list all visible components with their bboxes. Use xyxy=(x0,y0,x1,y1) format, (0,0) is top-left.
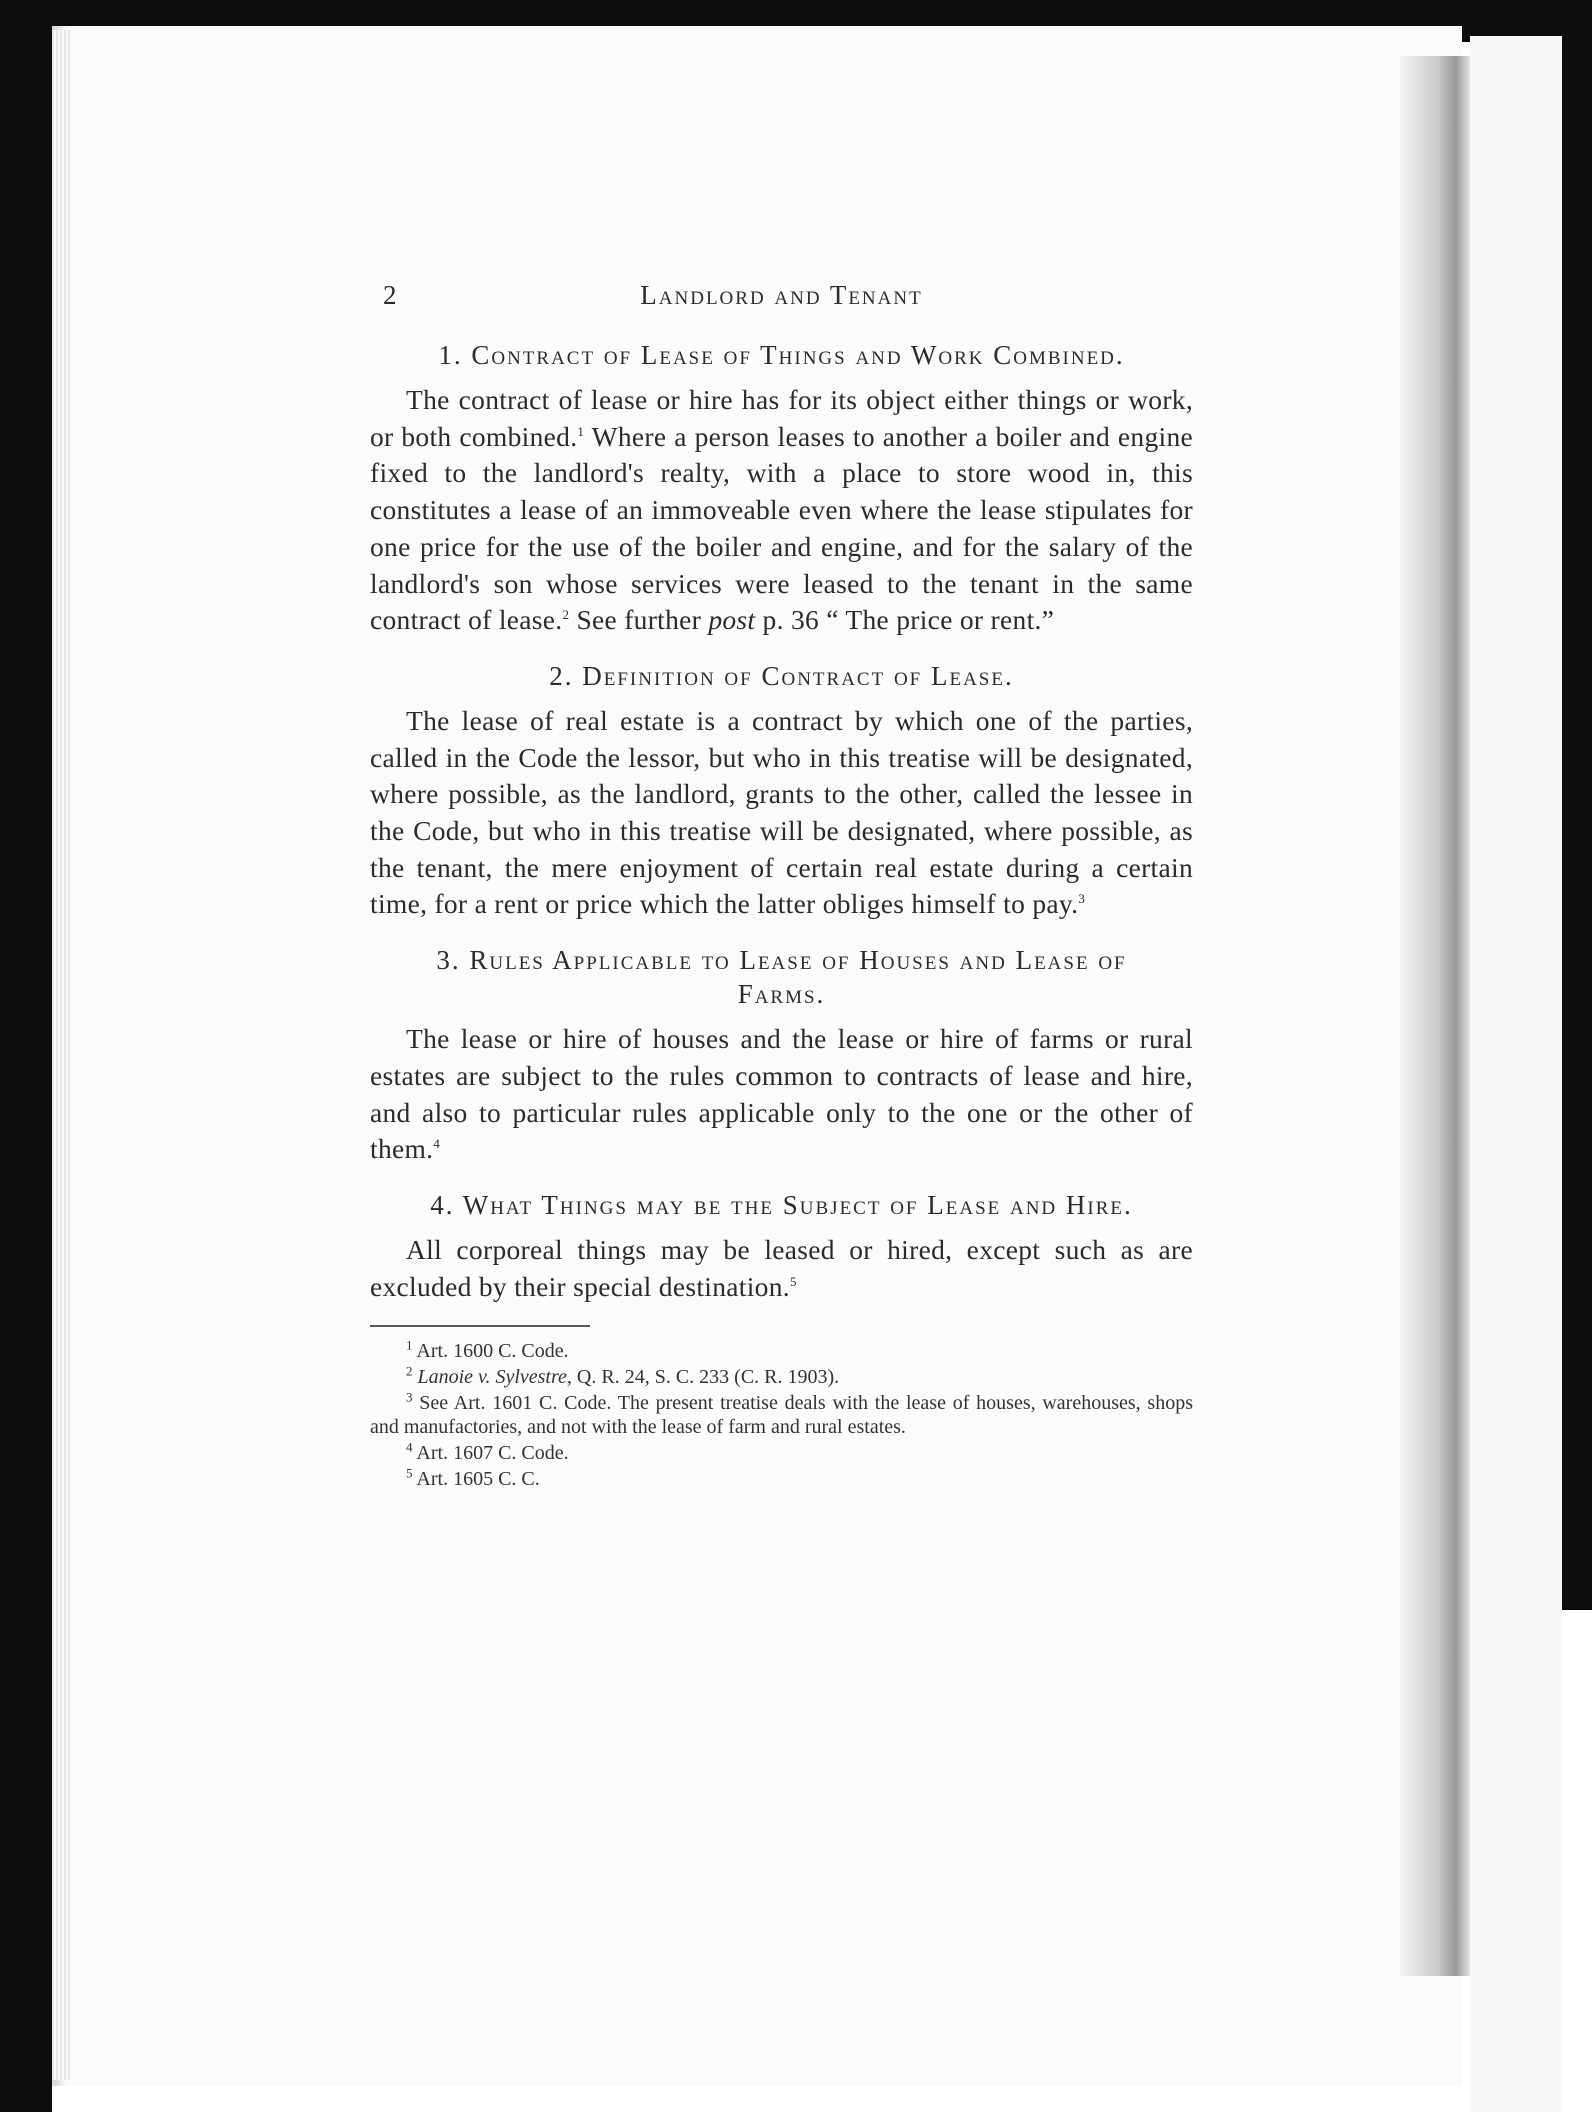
section-paragraph: All corporeal things may be leased or hired, except such as are excluded by their special destination.$^5$ xyxy=(370,1233,1193,1302)
footnote-ref: 1 xyxy=(577,423,585,439)
section-heading: 1. Contract of Lease of Things and Work Combined. xyxy=(438,340,1125,370)
footnote-ref: 2 xyxy=(562,607,570,623)
scanner-frame-left xyxy=(0,0,52,2112)
section-2 xyxy=(370,659,1193,923)
section-heading: 2. Definition of Contract of Lease. xyxy=(549,660,1014,691)
section-3 xyxy=(370,943,1193,1168)
footnotes xyxy=(370,1339,1193,1491)
section-1 xyxy=(370,338,1193,639)
scanner-frame-right xyxy=(1562,0,1592,1610)
section-heading: 3. Rules Applicable to Lease of Houses and Lease of Farms. xyxy=(436,945,1127,1010)
section-paragraph: The lease or hire of houses and the lease or hire of farms or rural estates are subject to the rules common to contracts of lease and hire, and also to particular rules applicable only to the one or the other of them.$^4$ xyxy=(370,1023,1193,1165)
page-stack-edge xyxy=(52,30,70,2080)
running-head xyxy=(370,280,1193,320)
section-heading: 4. What Things may be the Subject of Lease and Hire. xyxy=(430,1189,1133,1220)
running-title: Landlord and Tenant xyxy=(640,280,923,310)
page-content xyxy=(370,280,1193,1493)
footnote-ref: 4 xyxy=(433,1136,441,1152)
book-gutter xyxy=(1400,56,1470,1976)
facing-page-edge xyxy=(1470,36,1562,2112)
section-paragraph: The contract of lease or hire has for its object either things or work, or both combined.$^1$ Where a person leases to another a boiler and engine fixed to the landlord's realty, with a place to store wood in, this constitutes a lease of an immoveable even where the lease stipulates for one price for the use of the boiler and engine, and for the salary of the landlord's son whose services were leased to the tenant in the same contract of lease.$^2$ See further post p. 36 “ The price or rent.” xyxy=(370,384,1193,636)
footnote: $^5$ Art. 1605 C. C. xyxy=(406,1465,540,1491)
section-paragraph: The lease of real estate is a contract by which one of the parties, called in the Code the lessor, but who in this treatise will be designated, where possible, as the landlord, grants to the other, called the lessee in the Code, but who in this treatise will be designated, where possible, as the tenant, the mere enjoyment of certain real estate during a certain time, for a rent or price which the latter obliges himself to pay.$^3$ xyxy=(370,704,1193,920)
footnote: $^3$ See Art. 1601 C. Code. The present treatise deals with the lease of houses, warehouses, shops and manufactories, and not with the lease of farm and rural estates. xyxy=(370,1389,1193,1439)
footnote: $^2$ Lanoie v. Sylvestre, Q. R. 24, S. C. 233 (C. R. 1903). xyxy=(406,1363,840,1389)
footnote: $^4$ Art. 1607 C. Code. xyxy=(406,1439,569,1465)
footnote-ref: 5 xyxy=(789,1273,797,1289)
footnote: $^1$ Art. 1600 C. Code. xyxy=(406,1337,569,1363)
footnote-divider xyxy=(370,1325,590,1327)
page-number: 2 xyxy=(383,280,397,310)
section-4 xyxy=(370,1188,1193,1305)
footnote-ref: 3 xyxy=(1078,891,1086,907)
